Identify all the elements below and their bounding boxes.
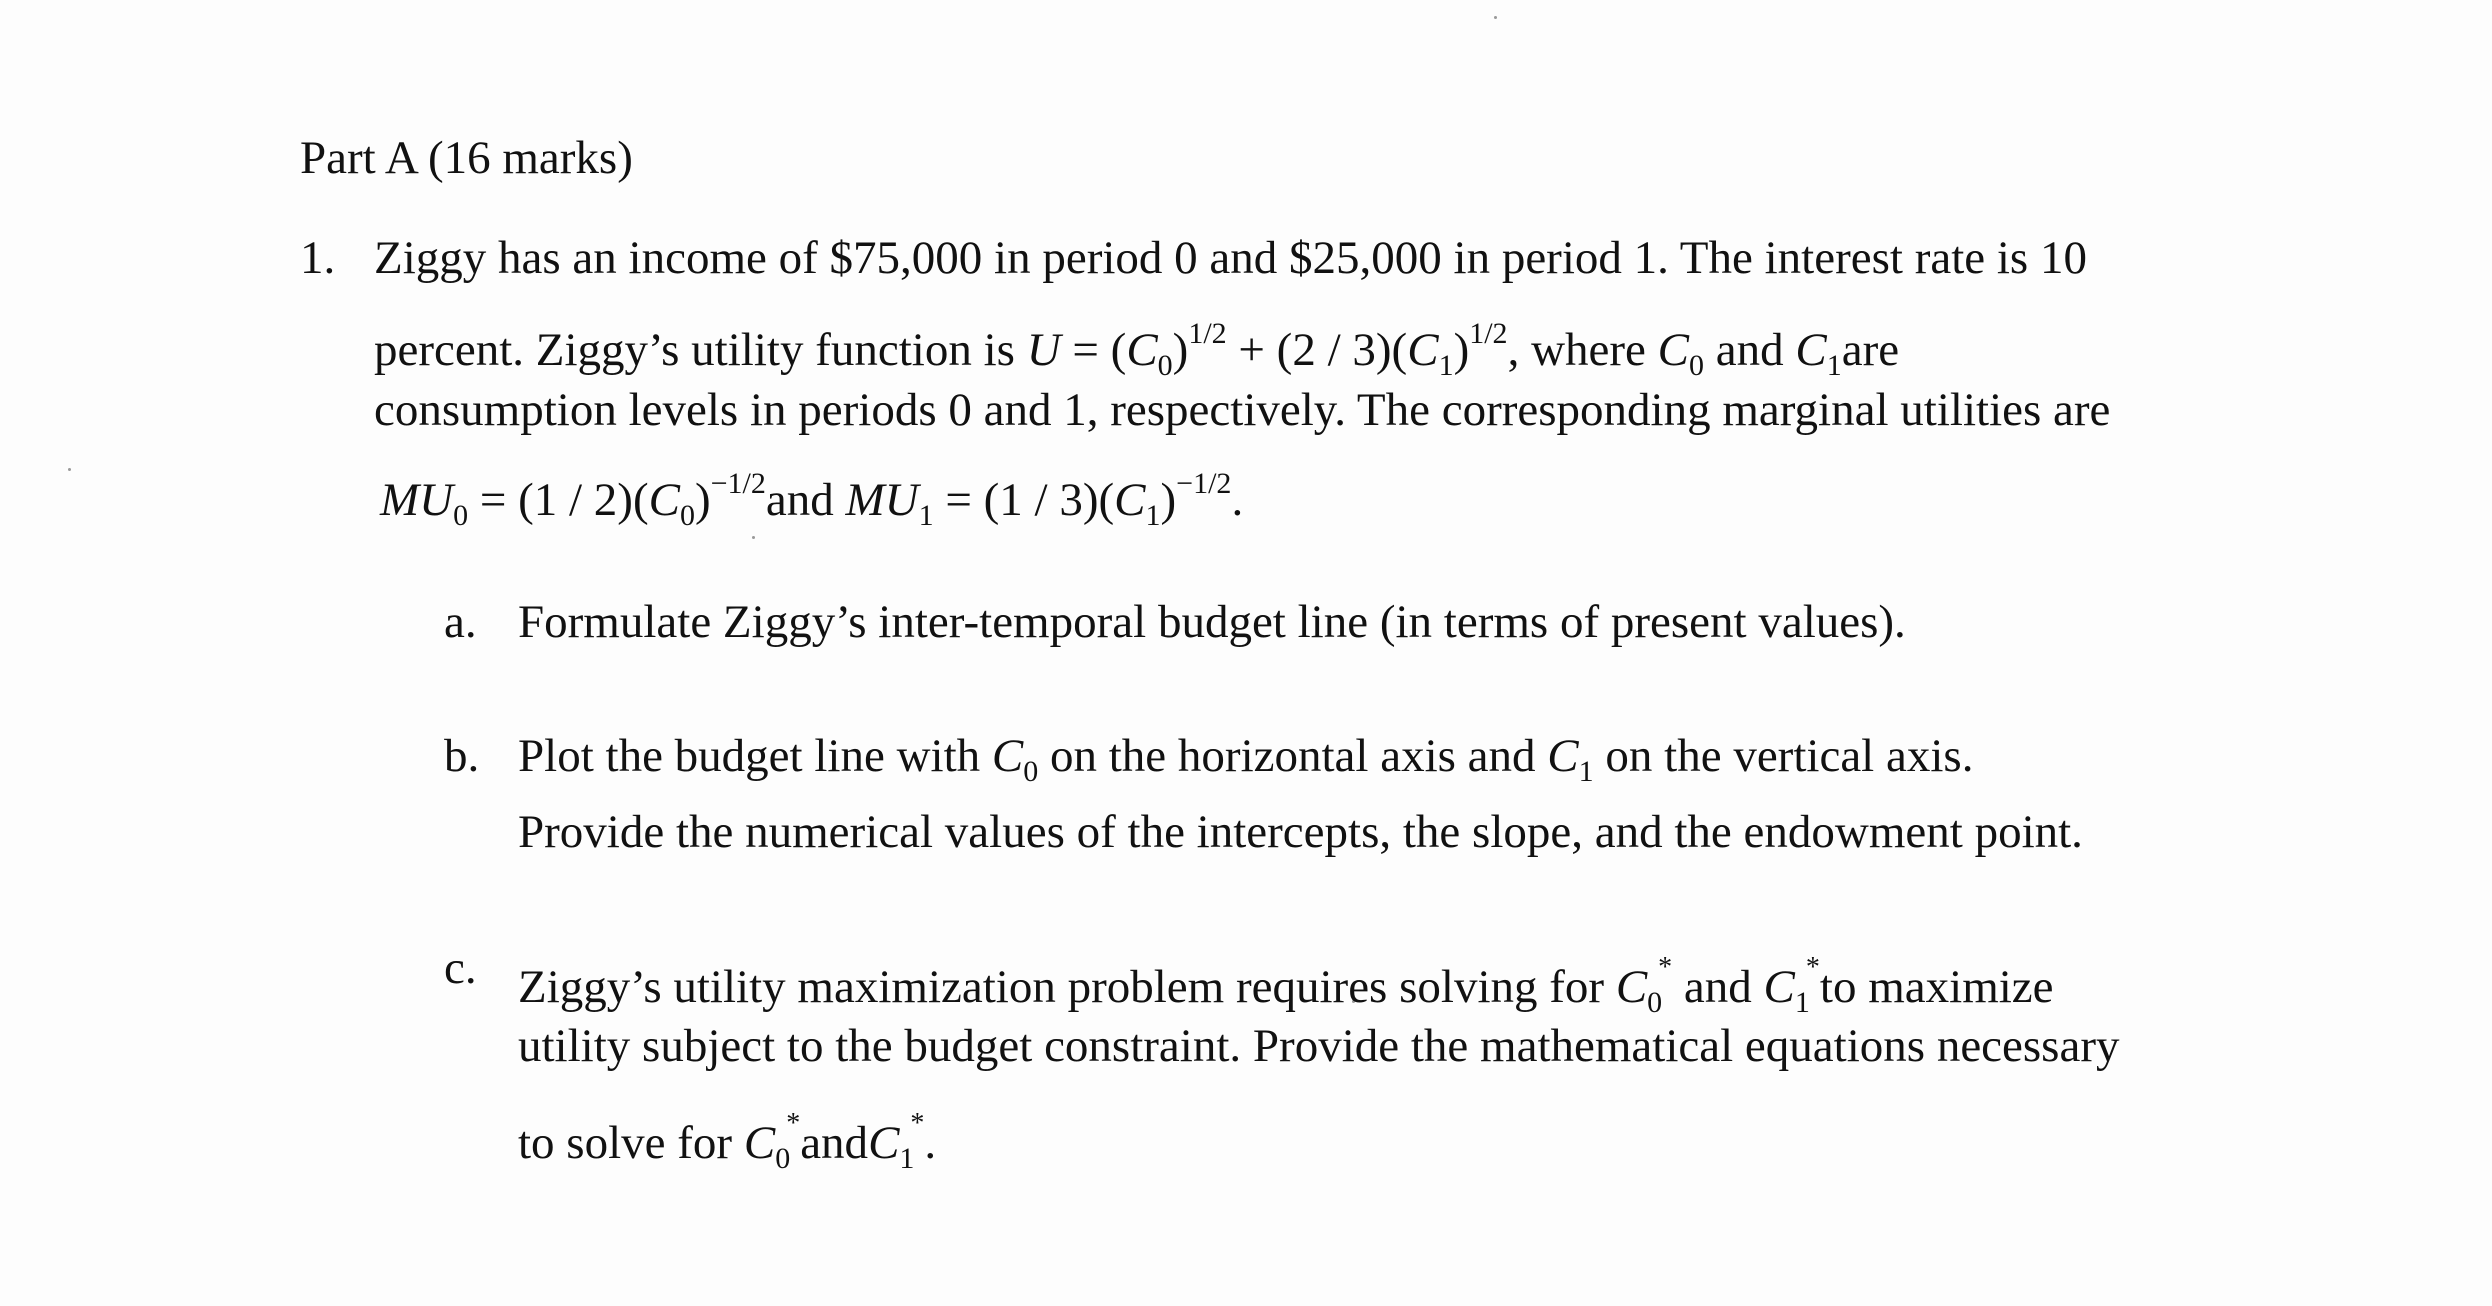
question-number: 1.	[300, 232, 336, 284]
subpart-b-line-1: Plot the budget line with $C_0$ on the horizontal axis and $C_1$ on the vertical axis.	[518, 730, 1974, 788]
subpart-c-line-1: Ziggy’s utility maximization problem requires solving for $C_0^*$ and $C_1^*to$ maximize	[518, 952, 2054, 1019]
utility-function-formula: $U = (C_0)^{1/2} + (2 / 3)(C_1)^{1/2}$	[1026, 317, 1508, 382]
mu0-formula: $MU_0 = (1 / 2)(C_0)^{-1/2}$	[380, 467, 766, 532]
question-line-1: Ziggy has an income of $75,000 in period 0 and $25,000 in period 1. The interest rate is 10	[374, 232, 2087, 284]
c0-symbol: $C_0$	[991, 730, 1039, 788]
subpart-b-letter: b.	[444, 730, 480, 782]
subpart-a-letter: a.	[444, 596, 477, 648]
question-line-2: percent. Ziggy’s utility function is $U = (C_0)^{1/2} + (2 / 3)(C_1)^{1/2}$, where $C_0$ and $C_1are$	[374, 317, 1900, 382]
subpart-c-line-3: to solve for $C_0^*andC_1^*$.	[518, 1108, 937, 1175]
mu1-formula: $MU_1 = (1 / 3)(C_1)^{-1/2}$	[845, 467, 1232, 532]
subpart-a-line-1: Formulate Ziggy’s inter-temporal budget line (in terms of present values).	[518, 596, 1906, 648]
subpart-b-line-2: Provide the numerical values of the intercepts, the slope, and the endowment point.	[518, 806, 2083, 858]
scan-speck	[1494, 16, 1497, 19]
c1-symbol: $C_1$	[1795, 324, 1842, 382]
c1-star-symbol: $C_1^*$	[868, 1108, 925, 1175]
part-title: Part A (16 marks)	[300, 132, 633, 184]
scan-speck	[68, 468, 71, 471]
subpart-c-line-2: utility subject to the budget constraint. Provide the mathematical equations necessary	[518, 1020, 2120, 1072]
subpart-c-letter: c.	[444, 942, 477, 994]
question-line-4: $MU_0 = (1 / 2)(C_0)^{-1/2}and$ $MU_1 = (1 / 3)(C_1)^{-1/2}$.	[380, 467, 1244, 532]
c0-symbol: $C_0$	[1657, 324, 1704, 382]
c1-star-symbol: $C_1^*$	[1763, 952, 1820, 1019]
c0-star-symbol: $C_0^*$	[743, 1108, 801, 1175]
c0-star-symbol: $C_0^*$	[1615, 952, 1673, 1019]
question-line-3: consumption levels in periods 0 and 1, respectively. The corresponding marginal utilities are	[374, 384, 2111, 436]
c1-symbol: $C_1$	[1547, 730, 1594, 788]
